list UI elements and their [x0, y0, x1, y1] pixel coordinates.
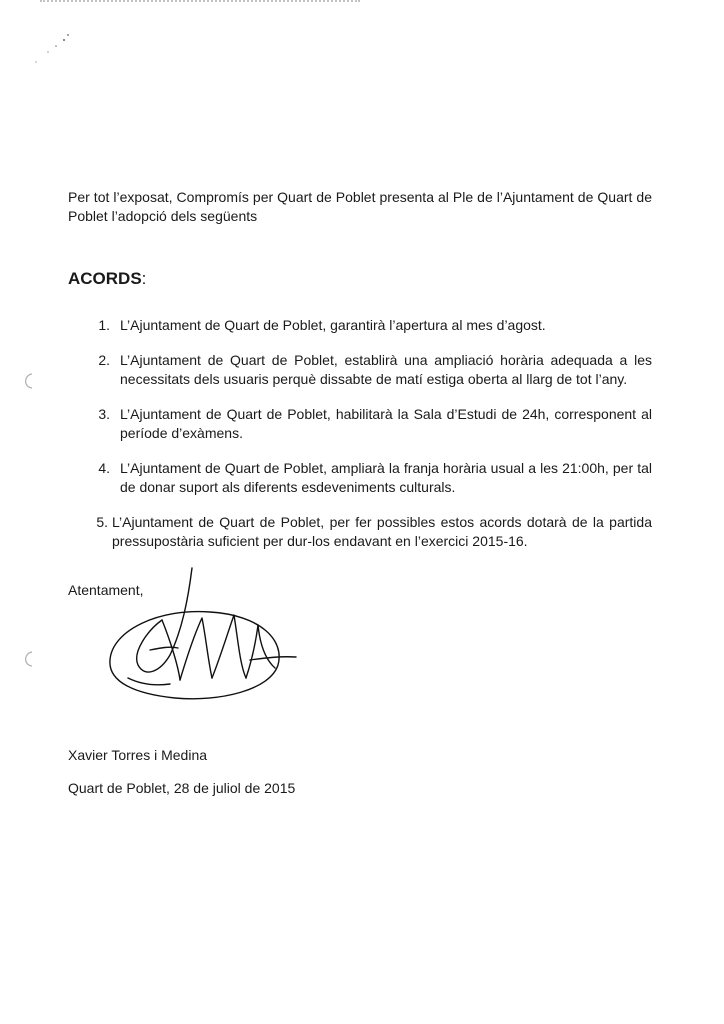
signer-name: Xavier Torres i Medina [68, 747, 208, 763]
punch-hole-mark [20, 372, 36, 390]
acords-list [68, 316, 652, 551]
list-item-number: 5. [96, 514, 108, 530]
list-item [68, 459, 652, 497]
closing-salutation: Atentament, [68, 582, 144, 598]
handwritten-signature [100, 560, 300, 710]
list-item [68, 405, 652, 443]
list-item [68, 316, 652, 335]
list-item-number: 3. [98, 406, 110, 422]
acords-heading-colon: : [141, 269, 147, 288]
list-item [68, 513, 652, 551]
place-date: Quart de Poblet, 28 de juliol de 2015 [68, 780, 296, 796]
list-item [68, 351, 652, 389]
list-item-text: L’Ajuntament de Quart de Poblet, habilitarà la Sala d’Estudi de 24h, corresponent al període d’exàmens. [120, 406, 652, 441]
list-item-text: L’Ajuntament de Quart de Poblet, ampliarà la franja horària usual a les 21:00h, per tal de donar suport als diferents esdeveniments culturals. [120, 460, 652, 495]
list-item-number: 1. [98, 317, 110, 333]
document-body [68, 188, 652, 567]
list-item-number: 4. [98, 460, 110, 476]
list-item-text: L’Ajuntament de Quart de Poblet, establirà una ampliació horària adequada a les necessitats dels usuaris perquè dissabte de matí estiga oberta al llarg de tot l’any. [120, 352, 652, 387]
list-item-text: L’Ajuntament de Quart de Poblet, per fer possibles estos acords dotarà de la partida pressupostària suficient per dur-los endavant en l’exercici 2015-16. [112, 514, 652, 549]
intro-paragraph: Per tot l’exposat, Compromís per Quart de Poblet presenta al Ple de l’Ajuntament de Quart de Poblet l’adopció dels següents [68, 189, 652, 224]
scan-specks [28, 30, 78, 70]
acords-heading [68, 268, 652, 290]
list-item-text: L’Ajuntament de Quart de Poblet, garantirà l’apertura al mes d’agost. [120, 317, 546, 333]
list-item-number: 2. [98, 352, 110, 368]
punch-hole-mark [20, 650, 36, 668]
acords-heading-title: ACORDS [68, 269, 142, 288]
scan-artifact-top [40, 0, 360, 5]
